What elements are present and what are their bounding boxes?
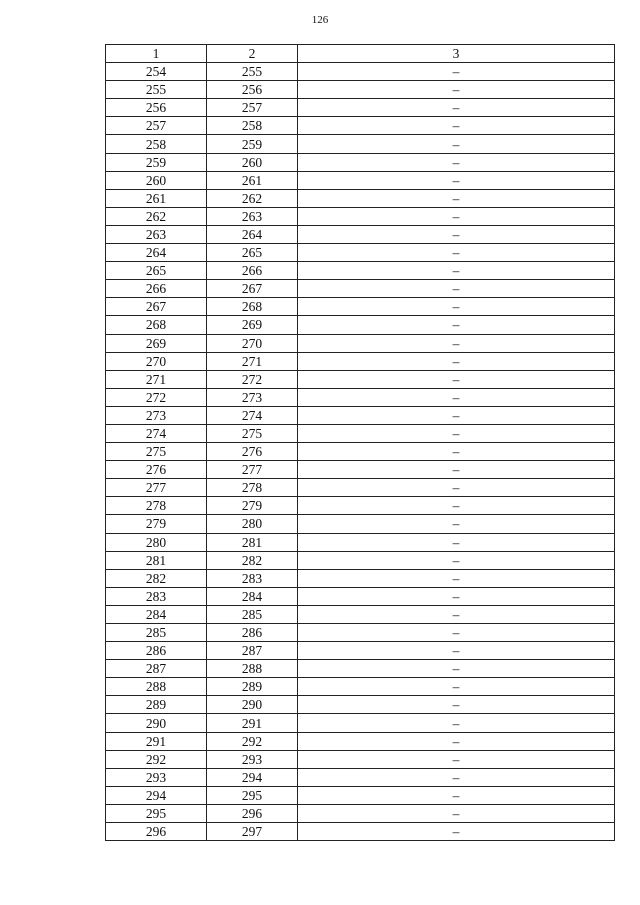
table-row — [106, 262, 615, 280]
table-row — [106, 63, 615, 81]
table-row — [106, 135, 615, 153]
table-cell-col-1: 271 — [106, 370, 207, 388]
table-row — [106, 587, 615, 605]
table-row — [106, 786, 615, 804]
table-cell-col-3: – — [298, 135, 615, 153]
table-cell-col-3: – — [298, 298, 615, 316]
table-cell-col-3: – — [298, 81, 615, 99]
table-cell-col-3: – — [298, 117, 615, 135]
table-cell-col-1: 278 — [106, 497, 207, 515]
table-cell-col-3: – — [298, 624, 615, 642]
table-cell-col-1: 291 — [106, 732, 207, 750]
table-cell-col-1: 293 — [106, 768, 207, 786]
table-cell-col-2: 275 — [207, 424, 298, 442]
table-row — [106, 660, 615, 678]
table-cell-col-2: 293 — [207, 750, 298, 768]
table-cell-col-2: 257 — [207, 99, 298, 117]
table-cell-col-2: 288 — [207, 660, 298, 678]
table-cell-col-3: – — [298, 189, 615, 207]
table-cell-col-2: 262 — [207, 189, 298, 207]
table-cell-col-2: 273 — [207, 388, 298, 406]
table-cell-col-1: 270 — [106, 352, 207, 370]
table-row — [106, 280, 615, 298]
table-cell-col-2: 297 — [207, 823, 298, 841]
table-cell-col-1: 272 — [106, 388, 207, 406]
table-cell-col-2: 265 — [207, 244, 298, 262]
table-cell-col-3: – — [298, 461, 615, 479]
table-cell-col-3: – — [298, 678, 615, 696]
table-row — [106, 605, 615, 623]
table-cell-col-2: 277 — [207, 461, 298, 479]
table-cell-col-2: 284 — [207, 587, 298, 605]
table-cell-col-3: – — [298, 370, 615, 388]
table-cell-col-2: 291 — [207, 714, 298, 732]
table-cell-col-1: 256 — [106, 99, 207, 117]
table-row — [106, 388, 615, 406]
column-header-2: 2 — [207, 45, 298, 63]
table-cell-col-3: – — [298, 316, 615, 334]
table-cell-col-1: 258 — [106, 135, 207, 153]
table-header — [106, 45, 615, 63]
table-cell-col-3: – — [298, 497, 615, 515]
table-cell-col-2: 294 — [207, 768, 298, 786]
table-cell-col-3: – — [298, 660, 615, 678]
table-row — [106, 244, 615, 262]
table-cell-col-1: 277 — [106, 479, 207, 497]
column-header-3: 3 — [298, 45, 615, 63]
table-row — [106, 352, 615, 370]
table-cell-col-2: 279 — [207, 497, 298, 515]
table-cell-col-3: – — [298, 207, 615, 225]
table-body — [106, 63, 615, 841]
table-cell-col-1: 287 — [106, 660, 207, 678]
table-row — [106, 479, 615, 497]
table-cell-col-2: 270 — [207, 334, 298, 352]
table-cell-col-2: 281 — [207, 533, 298, 551]
table-cell-col-2: 289 — [207, 678, 298, 696]
table-cell-col-2: 255 — [207, 63, 298, 81]
table-row — [106, 533, 615, 551]
table-row — [106, 424, 615, 442]
table-cell-col-1: 294 — [106, 786, 207, 804]
table-cell-col-2: 283 — [207, 569, 298, 587]
table-cell-col-1: 276 — [106, 461, 207, 479]
table-cell-col-3: – — [298, 262, 615, 280]
table-row — [106, 515, 615, 533]
table-cell-col-1: 290 — [106, 714, 207, 732]
table-cell-col-2: 274 — [207, 406, 298, 424]
table-row — [106, 334, 615, 352]
table-row — [106, 153, 615, 171]
table-cell-col-3: – — [298, 352, 615, 370]
table-cell-col-1: 273 — [106, 406, 207, 424]
table-row — [106, 316, 615, 334]
table-cell-col-2: 282 — [207, 551, 298, 569]
table-cell-col-2: 261 — [207, 171, 298, 189]
table-row — [106, 750, 615, 768]
table-cell-col-1: 274 — [106, 424, 207, 442]
table-row — [106, 497, 615, 515]
table-cell-col-2: 286 — [207, 624, 298, 642]
table-cell-col-3: – — [298, 443, 615, 461]
table-cell-col-3: – — [298, 406, 615, 424]
table-row — [106, 823, 615, 841]
table-cell-col-1: 268 — [106, 316, 207, 334]
table-cell-col-3: – — [298, 605, 615, 623]
table-cell-col-1: 295 — [106, 804, 207, 822]
table-cell-col-1: 288 — [106, 678, 207, 696]
table-cell-col-1: 282 — [106, 569, 207, 587]
table-cell-col-2: 295 — [207, 786, 298, 804]
table-cell-col-1: 292 — [106, 750, 207, 768]
table-cell-col-3: – — [298, 99, 615, 117]
table-row — [106, 732, 615, 750]
table-cell-col-1: 261 — [106, 189, 207, 207]
table-cell-col-3: – — [298, 515, 615, 533]
table-cell-col-1: 283 — [106, 587, 207, 605]
table-cell-col-2: 287 — [207, 642, 298, 660]
table-cell-col-2: 268 — [207, 298, 298, 316]
table-cell-col-3: – — [298, 225, 615, 243]
table-cell-col-3: – — [298, 424, 615, 442]
table-row — [106, 189, 615, 207]
table-cell-col-3: – — [298, 750, 615, 768]
table-cell-col-3: – — [298, 388, 615, 406]
table-cell-col-1: 275 — [106, 443, 207, 461]
table-row — [106, 678, 615, 696]
table-cell-col-1: 281 — [106, 551, 207, 569]
table-row — [106, 804, 615, 822]
table-cell-col-3: – — [298, 786, 615, 804]
table-row — [106, 642, 615, 660]
table-row — [106, 99, 615, 117]
table-cell-col-1: 285 — [106, 624, 207, 642]
table-cell-col-3: – — [298, 533, 615, 551]
table-cell-col-3: – — [298, 823, 615, 841]
table-cell-col-2: 258 — [207, 117, 298, 135]
table-cell-col-1: 296 — [106, 823, 207, 841]
table-cell-col-2: 276 — [207, 443, 298, 461]
table-cell-col-2: 271 — [207, 352, 298, 370]
table-cell-col-1: 263 — [106, 225, 207, 243]
table-cell-col-2: 285 — [207, 605, 298, 623]
table-cell-col-2: 278 — [207, 479, 298, 497]
table-row — [106, 406, 615, 424]
table-row — [106, 117, 615, 135]
table-cell-col-3: – — [298, 768, 615, 786]
table-cell-col-1: 284 — [106, 605, 207, 623]
table-cell-col-1: 264 — [106, 244, 207, 262]
table-cell-col-2: 269 — [207, 316, 298, 334]
table-row — [106, 696, 615, 714]
table-row — [106, 443, 615, 461]
table-cell-col-3: – — [298, 280, 615, 298]
table-cell-col-1: 266 — [106, 280, 207, 298]
table-cell-col-2: 272 — [207, 370, 298, 388]
table-row — [106, 370, 615, 388]
table-cell-col-3: – — [298, 642, 615, 660]
table-cell-col-1: 286 — [106, 642, 207, 660]
table-cell-col-2: 267 — [207, 280, 298, 298]
table-row — [106, 569, 615, 587]
table-cell-col-1: 260 — [106, 171, 207, 189]
table-cell-col-1: 259 — [106, 153, 207, 171]
table-cell-col-1: 279 — [106, 515, 207, 533]
table-cell-col-3: – — [298, 334, 615, 352]
table-cell-col-1: 254 — [106, 63, 207, 81]
table-row — [106, 624, 615, 642]
table-cell-col-3: – — [298, 551, 615, 569]
table-cell-col-2: 292 — [207, 732, 298, 750]
table-cell-col-2: 263 — [207, 207, 298, 225]
table-row — [106, 298, 615, 316]
table-cell-col-2: 256 — [207, 81, 298, 99]
table-cell-col-2: 264 — [207, 225, 298, 243]
table-cell-col-1: 289 — [106, 696, 207, 714]
table-cell-col-3: – — [298, 244, 615, 262]
table-cell-col-3: – — [298, 479, 615, 497]
table-cell-col-3: – — [298, 587, 615, 605]
data-table — [105, 44, 615, 841]
page-number: 126 — [311, 14, 329, 26]
table-row — [106, 225, 615, 243]
table-cell-col-3: – — [298, 696, 615, 714]
table-cell-col-2: 260 — [207, 153, 298, 171]
table-row — [106, 551, 615, 569]
table-cell-col-2: 280 — [207, 515, 298, 533]
table-row — [106, 461, 615, 479]
table-row — [106, 768, 615, 786]
column-header-1: 1 — [106, 45, 207, 63]
table-cell-col-2: 290 — [207, 696, 298, 714]
table-cell-col-2: 266 — [207, 262, 298, 280]
header-row — [106, 45, 615, 63]
table-cell-col-2: 296 — [207, 804, 298, 822]
table-cell-col-3: – — [298, 171, 615, 189]
table-cell-col-1: 280 — [106, 533, 207, 551]
table-cell-col-3: – — [298, 63, 615, 81]
table-row — [106, 81, 615, 99]
table-cell-col-1: 269 — [106, 334, 207, 352]
table-row — [106, 207, 615, 225]
table-cell-col-3: – — [298, 153, 615, 171]
table-cell-col-3: – — [298, 732, 615, 750]
table-cell-col-1: 262 — [106, 207, 207, 225]
table-row — [106, 171, 615, 189]
table-cell-col-3: – — [298, 714, 615, 732]
table-cell-col-1: 257 — [106, 117, 207, 135]
table-row — [106, 714, 615, 732]
table-cell-col-3: – — [298, 804, 615, 822]
table-cell-col-2: 259 — [207, 135, 298, 153]
table-cell-col-1: 265 — [106, 262, 207, 280]
table-cell-col-1: 267 — [106, 298, 207, 316]
table-cell-col-3: – — [298, 569, 615, 587]
table-cell-col-1: 255 — [106, 81, 207, 99]
